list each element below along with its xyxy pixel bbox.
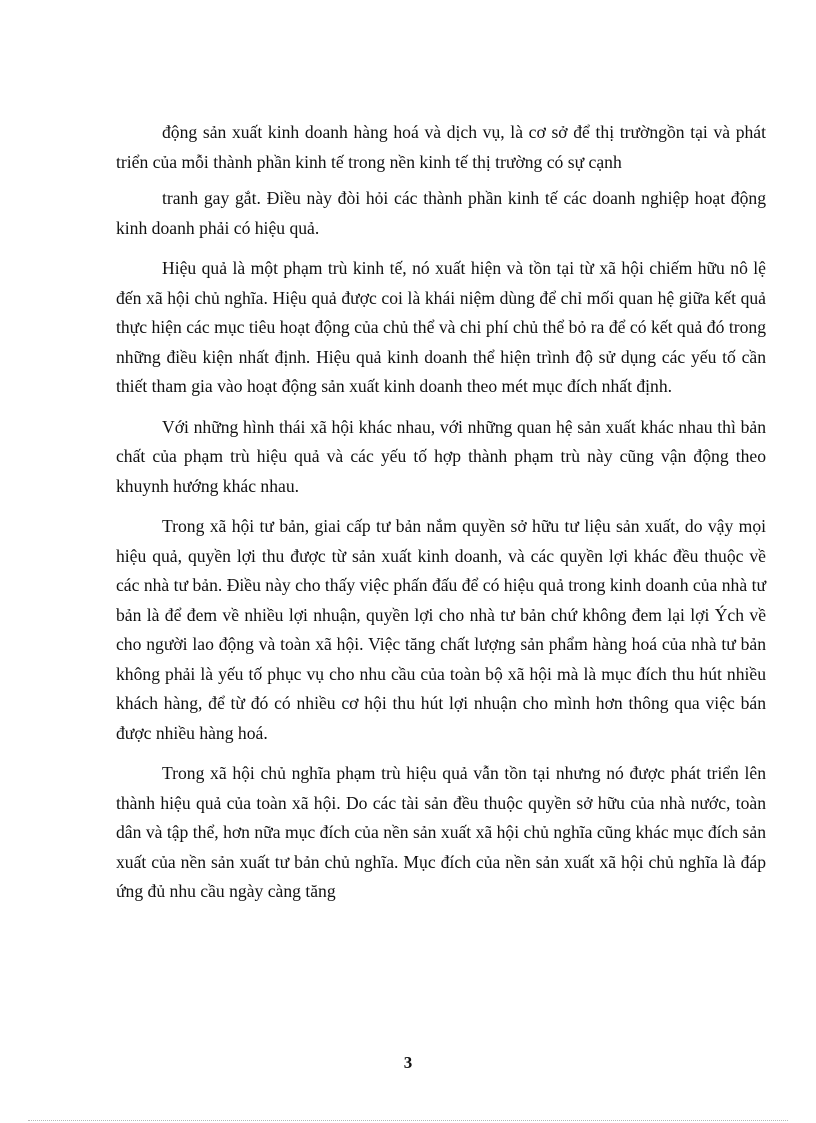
paragraph-2: tranh gay gắt. Điều này đòi hỏi các thành phần kinh tế các doanh nghiệp hoạt động kinh doanh phải có hiệu quả. [116, 188, 766, 238]
paragraph-3: Hiệu quả là một phạm trù kinh tế, nó xuất hiện và tồn tại từ xã hội chiếm hữu nô lệ đến xã hội chủ nghĩa. Hiệu quả được coi là khái niệm dùng để chỉ mối quan hệ giữa kết quả thực hiện các mục tiêu hoạt động của chủ thể và chi phí chủ thể bỏ ra để có kết quả đó trong những điều kiện nhất định. Hiệu quả kinh doanh thể hiện trình độ sử dụng các yếu tố cần thiết tham gia vào hoạt động sản xuất kinh doanh theo mét mục đích nhất định. [116, 258, 766, 396]
paragraph-1: động sản xuất kinh doanh hàng hoá và dịch vụ, là cơ sở để thị trườngồn tại và phát triển của mỗi thành phần kinh tế trong nền kinh tế thị trường có sự cạnh [116, 122, 766, 172]
page-body [116, 118, 766, 918]
paragraph-6: Trong xã hội chủ nghĩa phạm trù hiệu quả vẫn tồn tại nhưng nó được phát triển lên thành hiệu quả của toàn xã hội. Do các tài sản đều thuộc quyền sở hữu của nhà nước, toàn dân và tập thể, hơn nữa mục đích của nền sản xuất xã hội chủ nghĩa cũng khác mục đích sản xuất của nền sản xuất tư bản chủ nghĩa. Mục đích của nền sản xuất xã hội chủ nghĩa là đáp ứng đủ nhu cầu ngày càng tăng [116, 763, 766, 901]
paragraph-5: Trong xã hội tư bản, giai cấp tư bản nắm quyền sở hữu tư liệu sản xuất, do vậy mọi hiệu quả, quyền lợi thu được từ sản xuất kinh doanh, và các quyền lợi khác đều thuộc về các nhà tư bản. Điều này cho thấy việc phấn đấu để có hiệu quả trong kinh doanh của nhà tư bản là để đem về nhiều lợi nhuận, quyền lợi cho nhà tư bản chứ không đem lại lợi Ých về cho người lao động và toàn xã hội. Việc tăng chất lượng sản phẩm hàng hoá của nhà tư bản không phải là yếu tố phục vụ cho nhu cầu của toàn bộ xã hội mà là mục đích thu hút nhiều khách hàng, để từ đó có nhiều cơ hội thu hút lợi nhuận cho mình hơn thông qua việc bán được nhiều hàng hoá. [116, 516, 766, 743]
paragraph-4: Với những hình thái xã hội khác nhau, với những quan hệ sản xuất khác nhau thì bản chất của phạm trù hiệu quả và các yếu tố hợp thành phạm trù này cũng vận động theo khuynh hướng khác nhau. [116, 416, 766, 496]
bottom-divider [28, 1120, 788, 1121]
page-number: 3 [403, 1053, 413, 1072]
